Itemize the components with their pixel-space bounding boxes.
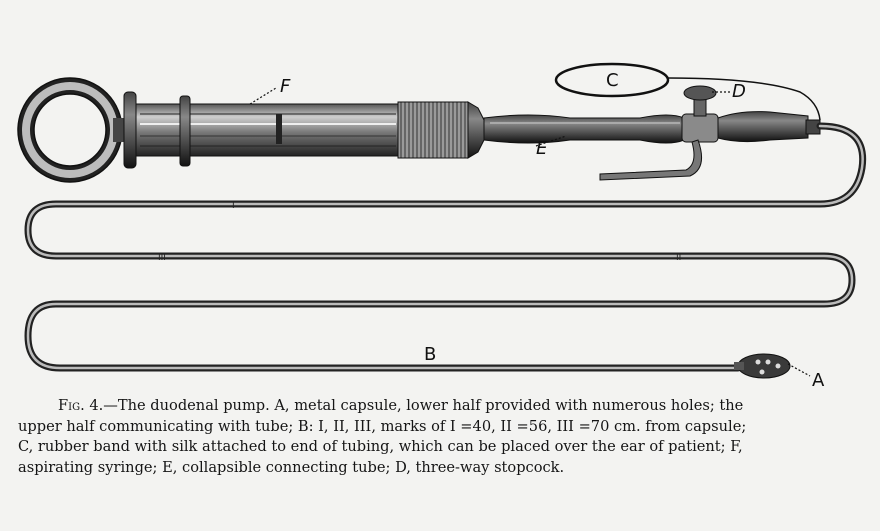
tube-mark-2: II bbox=[676, 253, 682, 263]
tube-mark-1: I bbox=[232, 201, 235, 211]
figure-caption bbox=[18, 396, 874, 478]
caption-line-4: aspirating syringe; E, collapsible connecting tube; D, three-way stopcock. bbox=[18, 458, 565, 476]
caption-fig-label: Fig. bbox=[58, 397, 85, 414]
caption-line-3: C, rubber band with silk attached to end of tubing, which can be placed over the ear of patient; F, bbox=[18, 438, 743, 455]
caption-line-1-text: 4.—The duodenal pump. A, metal capsule, lower half provided with numerous holes; the bbox=[89, 397, 744, 414]
caption-line-2: upper half communicating with tube; B: I, II, III, marks of I =40, II =56, III =70 cm. from capsule; bbox=[18, 417, 747, 435]
duodenal-tube bbox=[28, 126, 863, 368]
collapsible-connecting-tube bbox=[484, 115, 684, 143]
label-D: D bbox=[732, 81, 746, 102]
aspirating-syringe bbox=[113, 92, 484, 168]
label-F: F bbox=[280, 76, 291, 97]
label-C: C bbox=[606, 70, 619, 91]
label-A: A bbox=[812, 370, 825, 391]
caption-line-1 bbox=[18, 396, 874, 417]
metal-capsule bbox=[734, 354, 790, 378]
label-B: B bbox=[424, 344, 437, 365]
tube-mark-3: III bbox=[158, 253, 166, 263]
label-E: E bbox=[536, 138, 548, 159]
syringe-ring-handle bbox=[18, 78, 122, 182]
